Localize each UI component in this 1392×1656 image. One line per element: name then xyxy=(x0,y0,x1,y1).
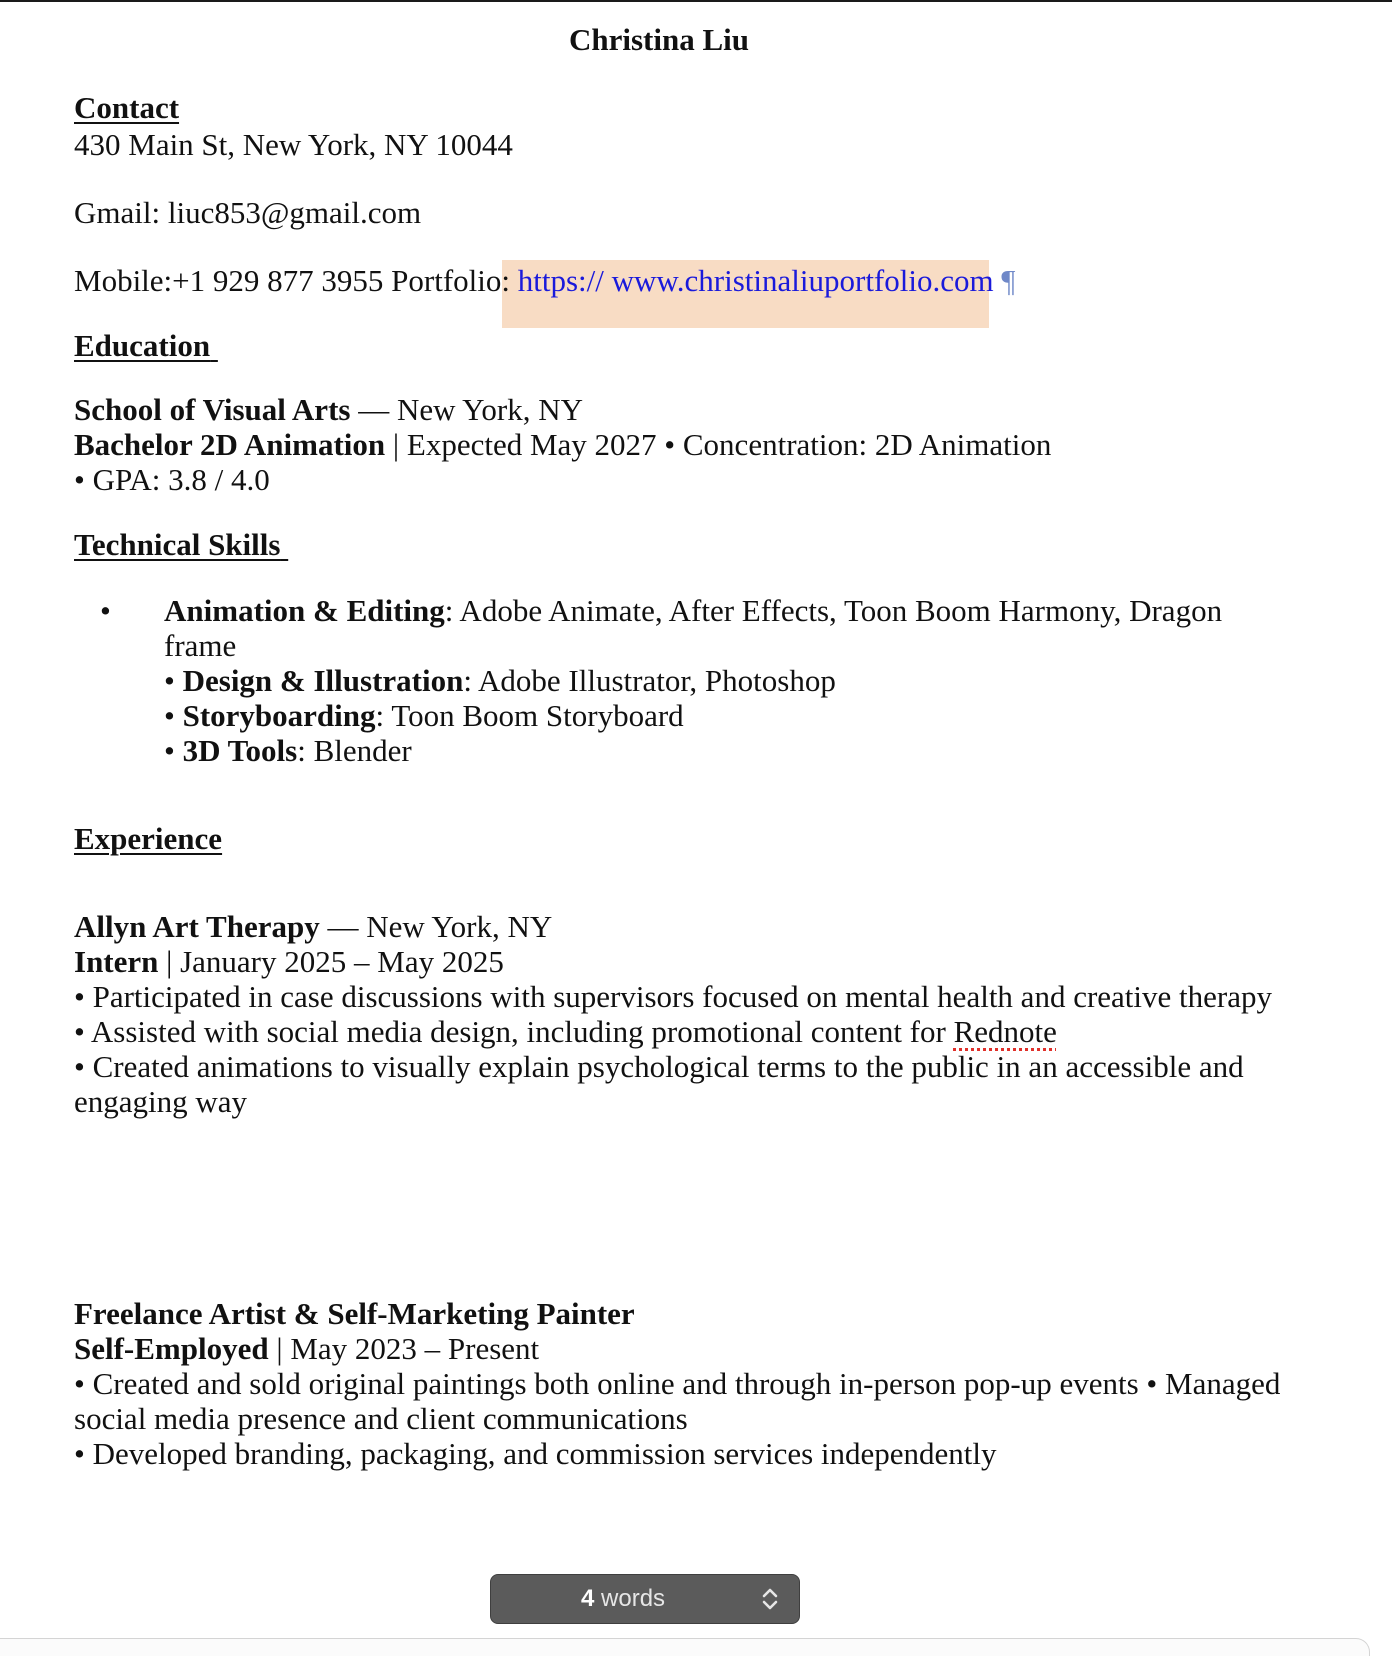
gmail-label: Gmail: xyxy=(74,195,161,230)
school-name: School of Visual Arts xyxy=(74,392,351,427)
education-degree-line xyxy=(74,427,1051,463)
contact-address: 430 Main St, New York, NY 10044 xyxy=(74,127,513,162)
job-bullet-continuation: engaging way xyxy=(74,1084,248,1119)
skill-prefix: • xyxy=(164,733,183,768)
window-top-border xyxy=(0,0,1392,2)
job-bullet: • Developed branding, packaging, and commission services independently xyxy=(74,1436,997,1471)
job-org-line xyxy=(74,909,552,945)
education-heading-text: Education xyxy=(74,328,211,363)
skill-item xyxy=(164,733,412,769)
education-school-line xyxy=(74,392,583,428)
job-bullet-text: • Assisted with social media design, including promotional content for xyxy=(74,1014,954,1049)
up-down-chevron-icon[interactable] xyxy=(761,1586,779,1612)
word-count-popup[interactable] xyxy=(490,1574,800,1624)
job-dates: | January 2025 – May 2025 xyxy=(158,944,504,979)
skill-name: Design & Illustration xyxy=(182,663,464,698)
skill-name: 3D Tools xyxy=(182,733,298,768)
misspelled-word[interactable]: Rednote xyxy=(953,1014,1057,1049)
job-bullet: • Created animations to visually explain psychological terms to the public in an accessible and xyxy=(74,1049,1244,1084)
experience-heading: Experience xyxy=(74,821,223,856)
skill-name: Storyboarding xyxy=(182,698,376,733)
education-heading xyxy=(74,328,218,364)
word-count-label: words xyxy=(594,1585,666,1612)
skill-item xyxy=(164,663,836,699)
pilcrow-mark: ¶ xyxy=(1001,263,1016,298)
job-bullet: • Created and sold original paintings both online and through in-person pop-up events • Managed xyxy=(74,1366,1281,1401)
contact-mobile-portfolio xyxy=(74,263,1015,299)
skill-value: : Adobe Animate, After Effects, Toon Boom Harmony, Dragon xyxy=(444,593,1223,628)
skill-item-continuation: frame xyxy=(164,628,237,663)
skills-heading-text: Technical Skills xyxy=(74,527,281,562)
job-bullet: • Participated in case discussions with supervisors focused on mental health and creative therapy xyxy=(74,979,1272,1014)
job-role-line xyxy=(74,1331,539,1367)
skill-value: : Adobe Illustrator, Photoshop xyxy=(463,663,836,698)
contact-gmail xyxy=(74,195,421,231)
portfolio-label: Portfolio: xyxy=(391,263,510,298)
mobile-label: Mobile: xyxy=(74,263,173,298)
job-role: Self-Employed xyxy=(74,1331,269,1366)
contact-heading: Contact xyxy=(74,90,180,125)
document-title: Christina Liu xyxy=(568,22,750,57)
job-org: Allyn Art Therapy xyxy=(74,909,320,944)
mobile-value: +1 929 877 3955 xyxy=(172,263,384,298)
word-count-text xyxy=(581,1575,665,1623)
gmail-value: liuc853@gmail.com xyxy=(167,195,422,230)
list-bullet: • xyxy=(100,593,111,628)
skills-heading xyxy=(74,527,288,563)
job-org: Freelance Artist & Self-Marketing Painter xyxy=(74,1296,635,1331)
skill-name: Animation & Editing xyxy=(164,593,445,628)
job-org-line xyxy=(74,1296,635,1332)
degree-detail: | Expected May 2027 • Concentration: 2D Animation xyxy=(385,427,1052,462)
portfolio-link[interactable]: https:// www.christinaliuportfolio.com xyxy=(517,263,994,298)
job-dates: | May 2023 – Present xyxy=(268,1331,540,1366)
school-location: — New York, NY xyxy=(350,392,583,427)
skill-prefix: • xyxy=(164,698,183,733)
word-count-number: 4 xyxy=(581,1585,595,1612)
skill-value: : Blender xyxy=(297,733,412,768)
job-bullet xyxy=(74,1014,1057,1050)
job-role-line xyxy=(74,944,504,980)
job-role: Intern xyxy=(74,944,159,979)
job-bullet-continuation: social media presence and client communications xyxy=(74,1401,688,1436)
degree-name: Bachelor 2D Animation xyxy=(74,427,386,462)
skill-item xyxy=(164,593,1222,629)
skill-value: : Toon Boom Storyboard xyxy=(375,698,684,733)
skill-prefix: • xyxy=(164,663,183,698)
job-location: — New York, NY xyxy=(319,909,553,944)
skill-item xyxy=(164,698,684,734)
horizontal-scrollbar[interactable] xyxy=(0,1638,1370,1656)
education-gpa: • GPA: 3.8 / 4.0 xyxy=(74,462,270,497)
